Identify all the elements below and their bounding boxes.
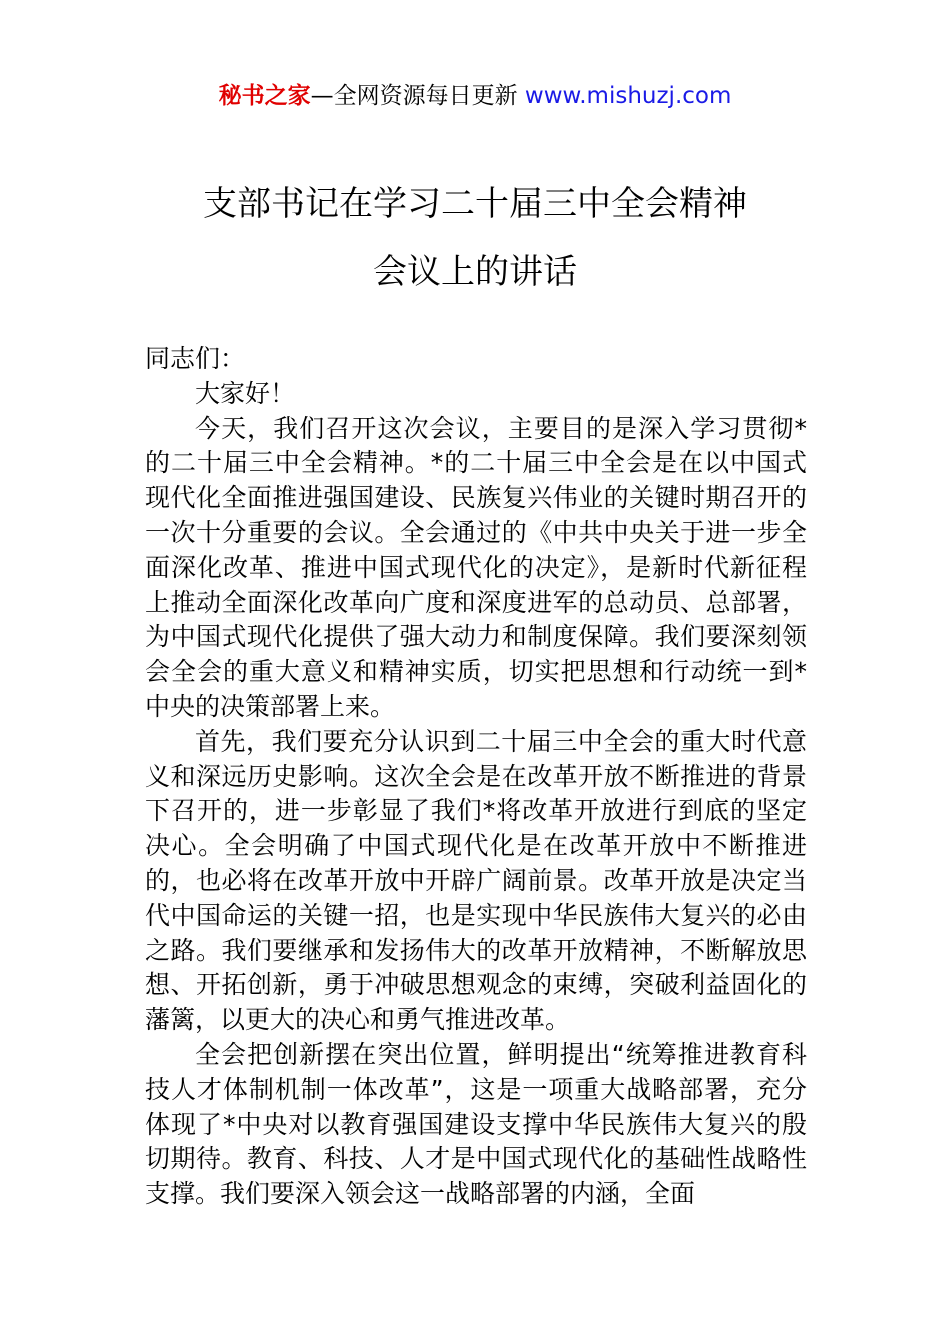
- site-brand: 秘书之家: [218, 83, 311, 109]
- paragraph: 今天，我们召开这次会议，主要目的是深入学习贯彻*的二十届三中全会精神。*的二十届三中全会是在以中国式现代化全面推进强国建设、民族复兴伟业的关键时期召开的一次十分重要的会议。全会通过的《中共中央关于进一步全面深化改革、推进中国式现代化的决定》，是新时代新征程上推动全面深化改革向广度和深度进军的总动员、总部署，为中国式现代化提供了强大动力和制度保障。我们要深刻领会全会的重大意义和精神实质，切实把思想和行动统一到*中央的决策部署上来。: [145, 413, 807, 721]
- paragraph-greeting: 大家好！: [195, 378, 296, 408]
- site-url-link[interactable]: www.mishuzj.com: [524, 83, 732, 109]
- paragraph: 全会把创新摆在突出位置，鲜明提出“统筹推进教育科技人才体制机制一体改革”，这是一项重大战略部署，充分体现了*中央对以教育强国建设支撑中华民族伟大复兴的殷切期待。教育、科技、人才是中国式现代化的基础性战略性支撑。我们要深入领会这一战略部署的内涵，全面: [145, 1039, 807, 1209]
- site-tagline: —全网资源每日更新: [310, 83, 525, 109]
- salutation: 同志们：: [145, 344, 246, 373]
- paragraph: 首先，我们要充分认识到二十届三中全会的重大时代意义和深远历史影响。这次全会是在改革开放不断推进的背景下召开的，进一步彰显了我们*将改革开放进行到底的坚定决心。全会明确了中国式现代化是在改革开放中不断推进的，也必将在改革开放中开辟广阔前景。改革开放是决定当代中国命运的关键一招，也是实现中华民族伟大复兴的必由之路。我们要继承和发扬伟大的改革开放精神，不断解放思想、开拓创新，勇于冲破思想观念的束缚，突破利益固化的藩篱，以更大的决心和勇气推进改革。: [145, 726, 807, 1035]
- document-body: [145, 342, 807, 1212]
- site-header: [0, 80, 950, 112]
- document-title-line-2: 会议上的讲话: [373, 252, 577, 292]
- document-title-line-1: 支部书记在学习二十届三中全会精神: [203, 184, 747, 224]
